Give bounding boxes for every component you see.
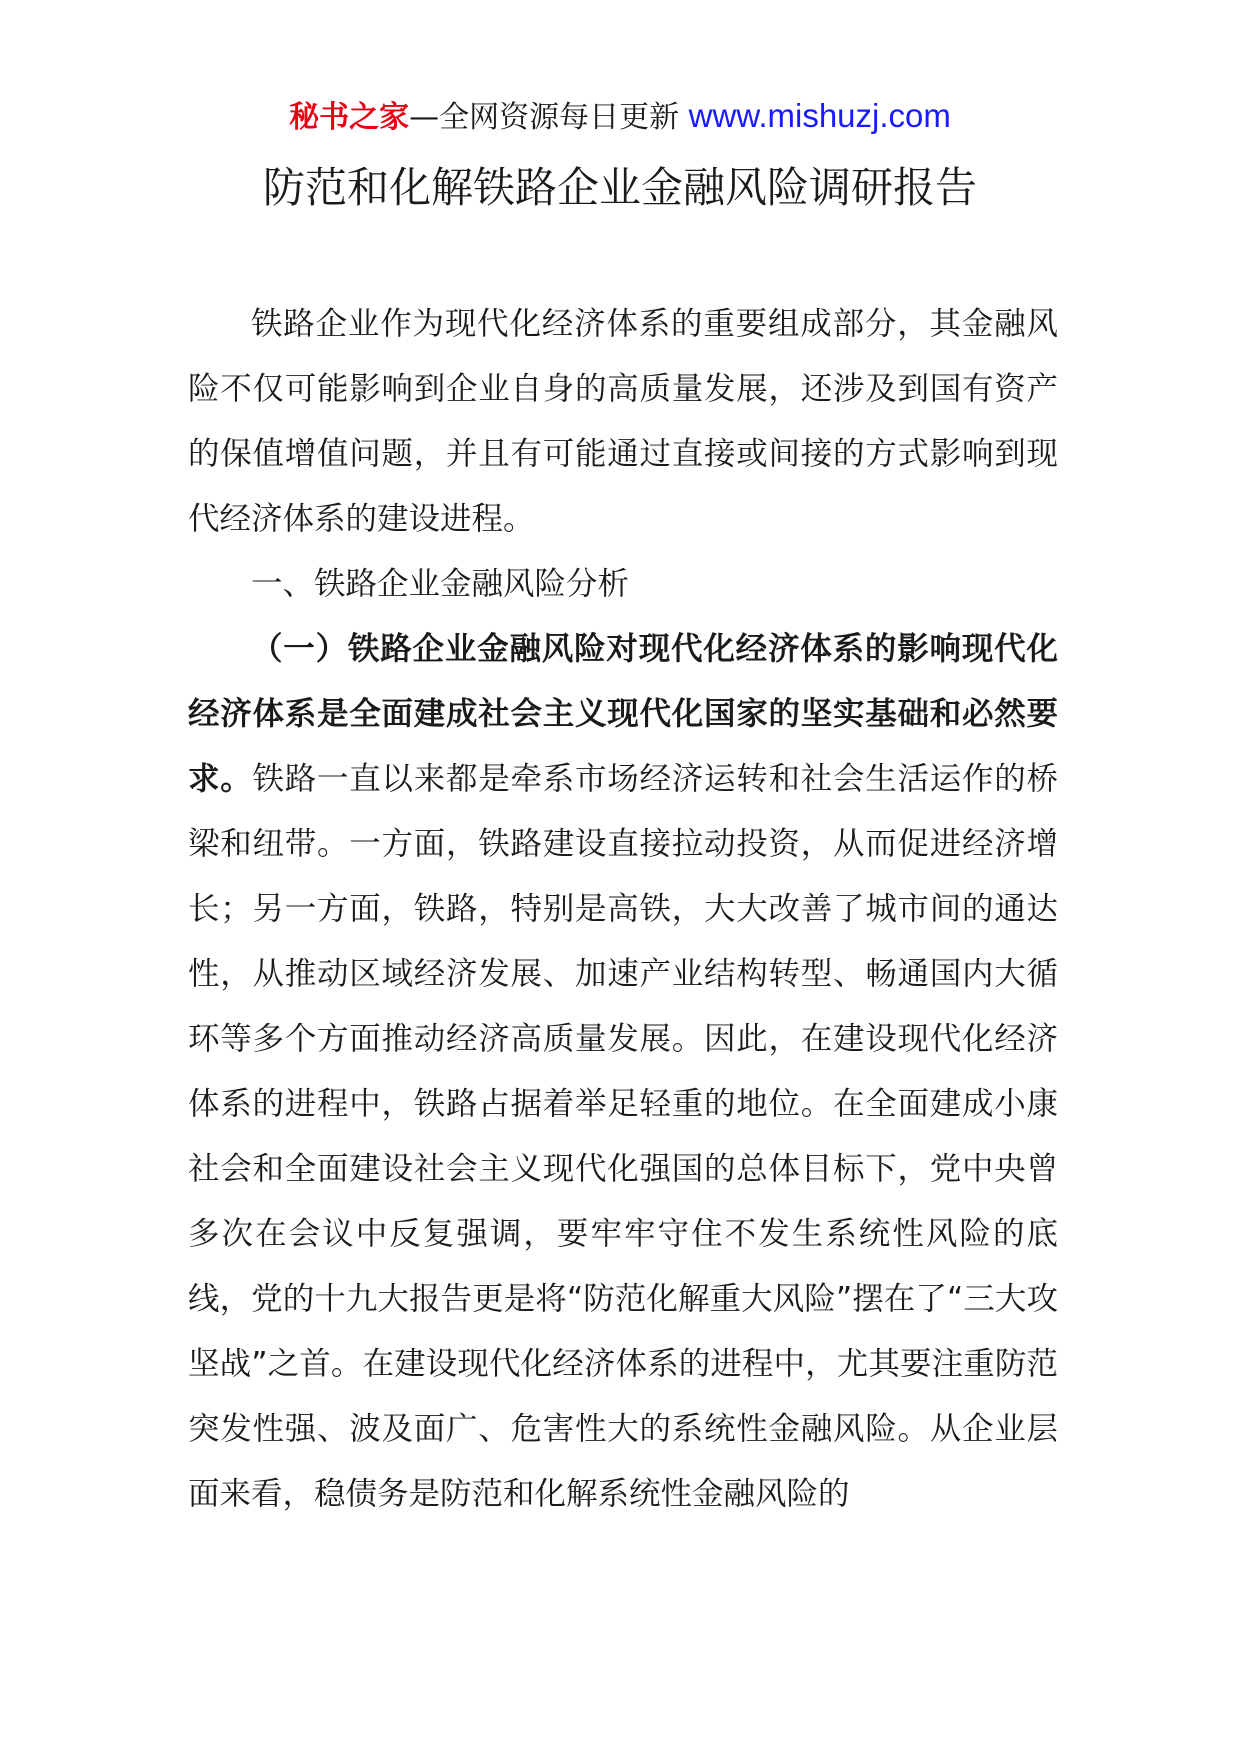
site-header <box>0 96 1240 138</box>
intro-paragraph: 铁路企业作为现代化经济体系的重要组成部分，其金融风险不仅可能影响到企业自身的高质量发展，还涉及到国有资产的保值增值问题，并且有可能通过直接或间接的方式影响到现代经济体系的建设进程。 <box>188 306 1058 537</box>
subsection-paragraph <box>188 617 1058 1527</box>
document-body <box>188 292 1058 1527</box>
site-url-link[interactable]: www.mishuzj.com <box>688 97 951 134</box>
document-title: 防范和化解铁路企业金融风险调研报告 <box>262 163 977 212</box>
subsection-heading: （一）铁路企业金融风险对现代化经济体系的影响现代化经济体系是全面建成社会主义现代化国家的坚实基础和必然要求。 <box>188 631 1058 797</box>
section-heading: 一、铁路企业金融风险分析 <box>251 566 630 602</box>
brand-name: 秘书之家 <box>289 100 410 135</box>
subsection-body: 铁路一直以来都是牵系市场经济运转和社会生活运作的桥梁和纽带。一方面，铁路建设直接拉动投资，从而促进经济增长；另一方面，铁路，特别是高铁，大大改善了城市间的通达性，从推动区域经济发展、加速产业结构转型、畅通国内大循环等多个方面推动经济高质量发展。因此，在建设现代化经济体系的进程中，铁路占据着举足轻重的地位。在全面建成小康社会和全面建设社会主义现代化强国的总体目标下，党中央曾多次在会议中反复强调，要牢牢守住不发生系统性风险的底线，党的十九大报告更是将“防范化解重大风险”摆在了“三大攻坚战”之首。在建设现代化经济体系的进程中，尤其要注重防范突发性强、波及面广、危害性大的系统性金融风险。从企业层面来看，稳债务是防范和化解系统性金融风险的 <box>188 761 1058 1512</box>
header-slogan: —全网资源每日更新 <box>409 100 680 135</box>
